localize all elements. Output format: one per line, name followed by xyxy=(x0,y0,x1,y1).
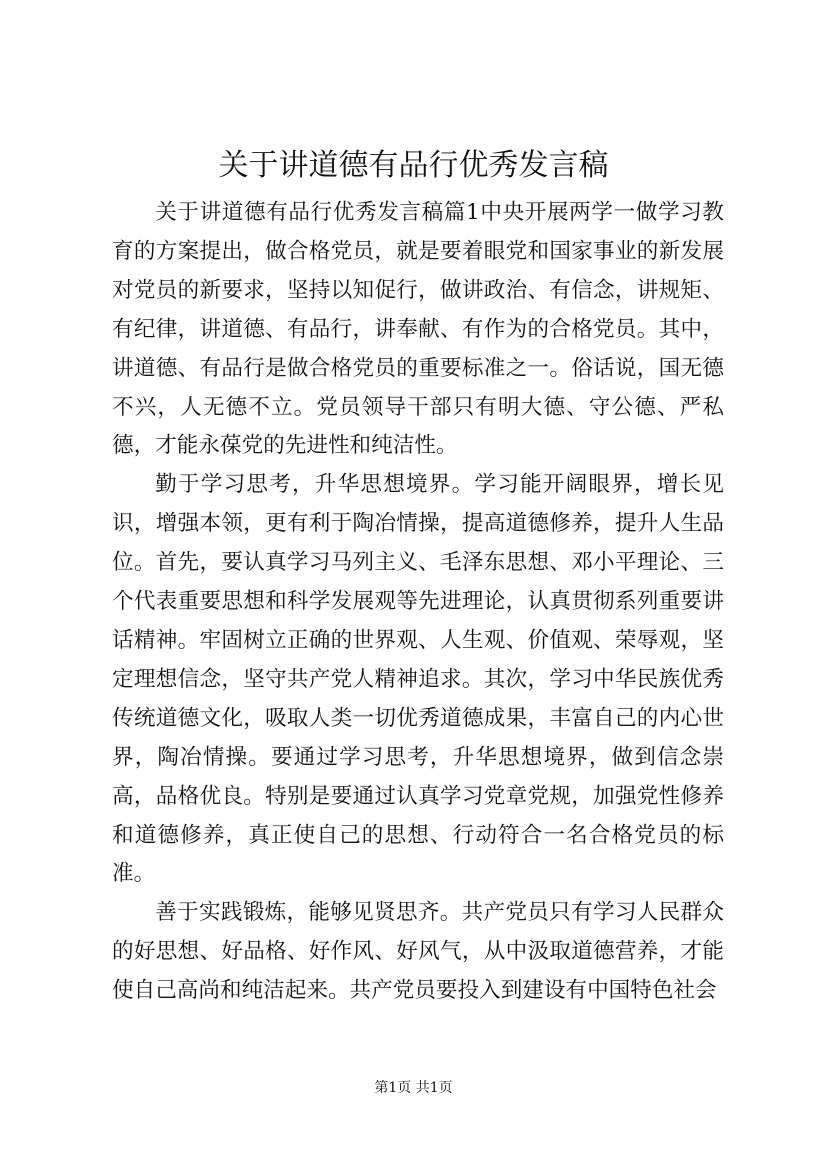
page-footer: 第1页 共1页 xyxy=(374,1080,453,1096)
paragraph-3: 善于实践锻炼，能够见贤思齐。共产党员只有学习人民群众的好思想、好品格、好作风、好风气，从中汲取道德营养，才能使自己高尚和纯洁起来。共产党员要投入到建设有中国特色社会 xyxy=(112,900,724,1004)
paragraph-2: 勤于学习思考，升华思想境界。学习能开阔眼界，增长见识，增强本领，更有利于陶冶情操，提高道德修养，提升人生品位。首先，要认真学习马列主义、毛泽东思想、邓小平理论、三个代表重要思想和科学发展观等先进理论，认真贯彻系列重要讲话精神。牢固树立正确的世界观、人生观、价值观、荣辱观，坚定理想信念，坚守共产党人精神追求。其次，学习中华民族优秀传统道德文化，吸取人类一切优秀道德成果，丰富自己的内心世界，陶冶情操。要通过学习思考，升华思想境界，做到信念崇高，品格优良。特别是要通过认真学习党章党规，加强党性修养和道德修养，真正使自己的思想、行动符合一名合格党员的标准。 xyxy=(112,472,724,887)
document-title: 关于讲道德有品行优秀发言稿 xyxy=(218,148,609,183)
paragraph-1: 关于讲道德有品行优秀发言稿篇1中央开展两学一做学习教育的方案提出，做合格党员，就是要着眼党和国家事业的新发展对党员的新要求，坚持以知促行，做讲政治、有信念，讲规矩、有纪律，讲道德、有品行，讲奉献、有作为的合格党员。其中，讲道德、有品行是做合格党员的重要标准之一。俗话说，国无德不兴，人无德不立。党员领导干部只有明大德、守公德、严私德，才能永葆党的先进性和纯洁性。 xyxy=(112,200,724,459)
document-body xyxy=(112,194,724,1011)
